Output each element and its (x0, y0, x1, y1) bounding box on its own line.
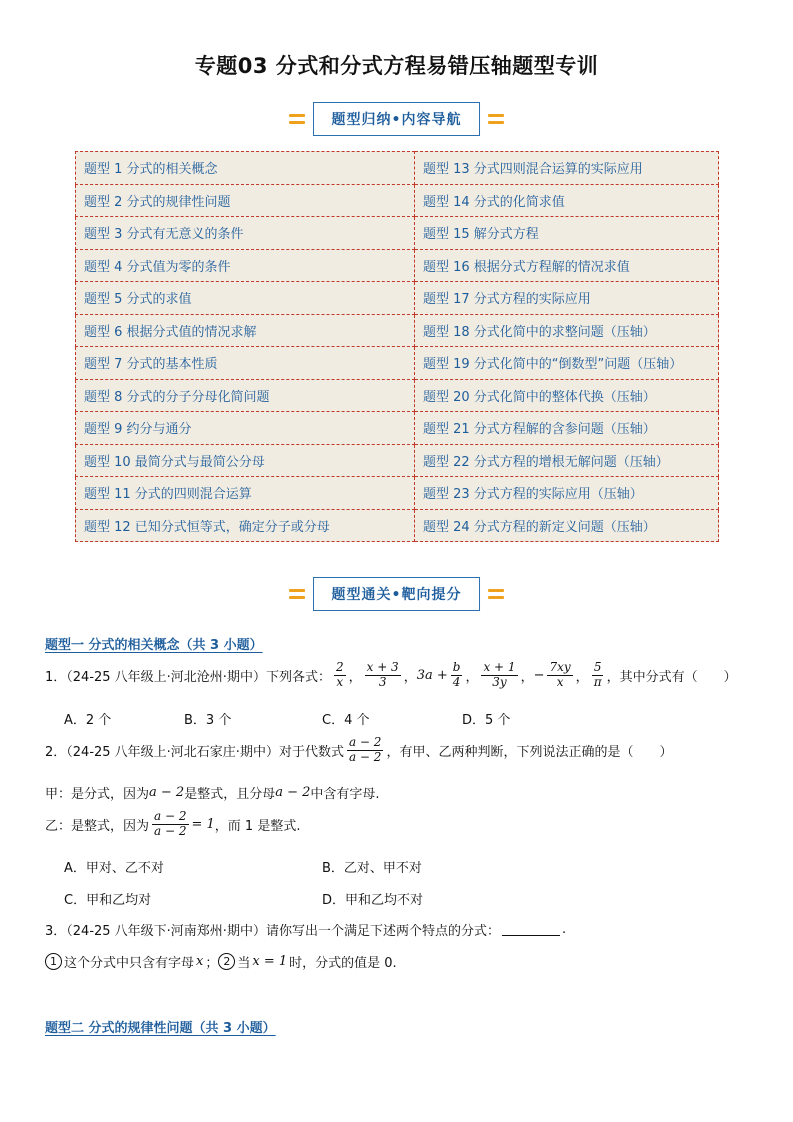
q1-fraction-3: $\frac{b}{4}$ (452, 660, 461, 689)
q1-minus-sign: − (533, 667, 545, 683)
section-heading-1[interactable]: 题型一 分式的相关概念（共 3 小题） (45, 638, 263, 653)
toc-row (76, 184, 719, 217)
toc-item[interactable]: 题型 19 分式化简中的“倒数型”问题（压轴） (415, 347, 719, 380)
toc-row (76, 444, 719, 477)
q2-prefix: 2．（24-25 八年级上·河北石家庄·期中）对于代数式 (45, 744, 344, 760)
q2-option-a[interactable]: A．甲对、乙不对 (64, 861, 164, 876)
q2-option-b[interactable]: B．乙对、甲不对 (322, 861, 422, 876)
toc-item[interactable]: 题型 7 分式的基本性质 (76, 347, 415, 380)
banner-decoration-right (480, 589, 512, 599)
q2-fraction: $\frac{a - 2}{a - 2}$ (348, 735, 382, 764)
q3-prefix: 3．（24-25 八年级下·河南郑州·期中）请你写出一个满足下述两个特点的分式： (45, 924, 500, 939)
toc-row (76, 347, 719, 380)
q1-fraction-1: $\frac{2}{x}$ (335, 660, 344, 689)
q1-suffix: ，其中分式有（ ） (606, 669, 737, 685)
toc-item[interactable]: 题型 23 分式方程的实际应用（压轴） (415, 477, 719, 510)
nav-banner (281, 102, 513, 136)
q1-option-d[interactable]: D．5 个 (462, 713, 511, 728)
toc-table (75, 151, 719, 542)
q1-fraction-4: $\frac{x + 1}{3y}$ (483, 660, 516, 689)
toc-row (76, 249, 719, 282)
q1-option-b[interactable]: B．3 个 (184, 713, 232, 728)
q2-judgement-yi: 乙：是整式，因为 $\frac{a - 2}{a - 2}$ = 1 ，而 1 是整式. (45, 809, 301, 838)
toc-item[interactable]: 题型 22 分式方程的增根无解问题（压轴） (415, 444, 719, 477)
toc-item[interactable]: 题型 18 分式化简中的求整问题（压轴） (415, 314, 719, 347)
question-1: 1．（24-25 八年级上·河北沧州·期中）下列各式： $\frac{2}{x}$ ， $\frac{x + 3}{3}$ ， 3a + $\frac{b}{4}$ ， $\frac{x + 1}{3y}$ ， − $\frac{7xy}{x}$ ， $\frac{5}{\pi}$ ，其中分式有（ ） (45, 660, 737, 689)
toc-item[interactable]: 题型 1 分式的相关概念 (76, 152, 415, 185)
q2-suffix: ，有甲、乙两种判断，下列说法正确的是（ ） (386, 744, 673, 760)
banner-decoration-left (281, 589, 313, 599)
banner-decoration-left (281, 114, 313, 124)
toc-item[interactable]: 题型 10 最简分式与最简公分母 (76, 444, 415, 477)
toc-row (76, 509, 719, 542)
toc-item[interactable]: 题型 15 解分式方程 (415, 217, 719, 250)
q3-answer-blank[interactable] (502, 923, 560, 936)
toc-item[interactable]: 题型 20 分式化简中的整体代换（压轴） (415, 379, 719, 412)
toc-item[interactable]: 题型 11 分式的四则混合运算 (76, 477, 415, 510)
toc-row (76, 379, 719, 412)
q1-option-c[interactable]: C．4 个 (322, 713, 370, 728)
q2-judgement-jia: 甲：是分式，因为 a − 2 是整式，且分母 a − 2 中含有字母. (45, 785, 380, 802)
q2-yi-fraction: $\frac{a - 2}{a - 2}$ (154, 809, 187, 838)
toc-item[interactable]: 题型 21 分式方程解的含参问题（压轴） (415, 412, 719, 445)
toc-item[interactable]: 题型 3 分式有无意义的条件 (76, 217, 415, 250)
section-heading-2[interactable]: 题型二 分式的规律性问题（共 3 小题） (45, 1021, 276, 1036)
q1-fraction-6: $\frac{5}{\pi}$ (593, 660, 602, 689)
question-2 (45, 736, 672, 765)
toc-item[interactable]: 题型 16 根据分式方程解的情况求值 (415, 249, 719, 282)
q1-option-a[interactable]: A．2 个 (64, 713, 112, 728)
toc-item[interactable]: 题型 12 已知分式恒等式，确定分子或分母 (76, 509, 415, 542)
q3-conditions: 1 这个分式中只含有字母 x ； 2 当 x = 1 时，分式的值是 0. (45, 952, 397, 971)
toc-item[interactable]: 题型 2 分式的规律性问题 (76, 184, 415, 217)
q1-prefix: 1．（24-25 八年级上·河北沧州·期中）下列各式： (45, 669, 331, 685)
q2-option-d[interactable]: D．甲和乙均不对 (322, 893, 424, 908)
toc-item[interactable]: 题型 5 分式的求值 (76, 282, 415, 315)
q2-option-c[interactable]: C．甲和乙均对 (64, 893, 152, 908)
toc-row (76, 412, 719, 445)
q1-term-3a: 3a + (416, 667, 448, 683)
toc-item[interactable]: 题型 6 根据分式值的情况求解 (76, 314, 415, 347)
toc-item[interactable]: 题型 17 分式方程的实际应用 (415, 282, 719, 315)
banner-decoration-right (480, 114, 512, 124)
toc-item[interactable]: 题型 13 分式四则混合运算的实际应用 (415, 152, 719, 185)
practice-banner-label: 题型通关•靶向提分 (313, 577, 481, 611)
toc-item[interactable]: 题型 14 分式的化简求值 (415, 184, 719, 217)
practice-banner (281, 577, 513, 611)
toc-item[interactable]: 题型 24 分式方程的新定义问题（压轴） (415, 509, 719, 542)
toc-row (76, 282, 719, 315)
q1-fraction-2: $\frac{x + 3}{3}$ (366, 660, 399, 689)
circled-number-icon: 1 (45, 953, 62, 970)
toc-row (76, 477, 719, 510)
question-3: 3．（24-25 八年级下·河南郑州·期中）请你写出一个满足下述两个特点的分式： . (45, 922, 567, 939)
toc-row (76, 217, 719, 250)
toc-row (76, 152, 719, 185)
nav-banner-label: 题型归纳•内容导航 (313, 102, 481, 136)
toc-item[interactable]: 题型 9 约分与通分 (76, 412, 415, 445)
circled-number-icon: 2 (218, 953, 235, 970)
toc-row (76, 314, 719, 347)
page-title: 专题03 分式和分式方程易错压轴题型专训 (194, 54, 599, 78)
toc-item[interactable]: 题型 4 分式值为零的条件 (76, 249, 415, 282)
toc-item[interactable]: 题型 8 分式的分子分母化简问题 (76, 379, 415, 412)
q1-fraction-5: $\frac{7xy}{x}$ (549, 660, 571, 689)
